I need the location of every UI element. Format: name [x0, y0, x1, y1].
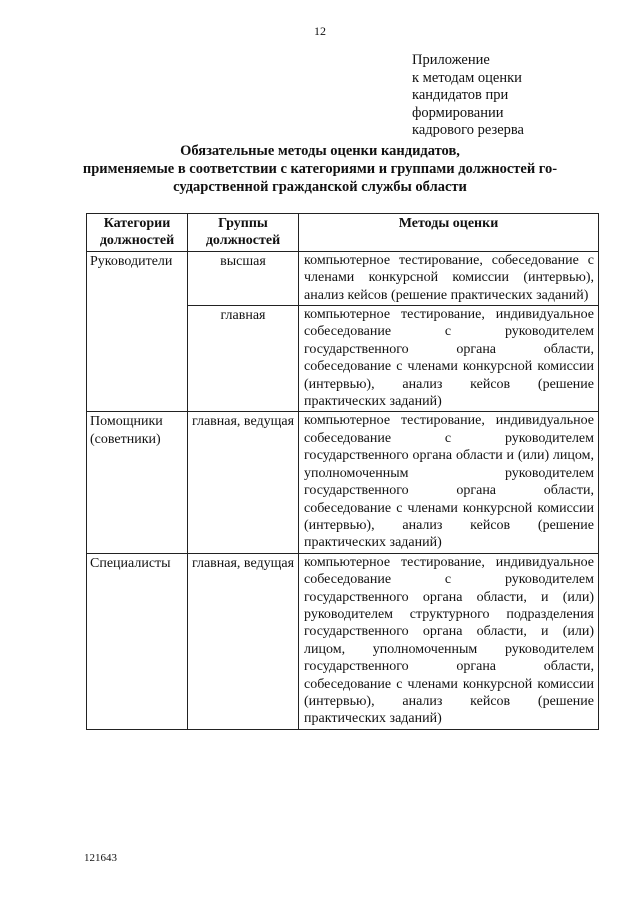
- methods-cell: компьютерное тестирование, индивидуальное собеседование с руководителем государственного органа области, и (или) руководителем структурного подразделения государственного органа области, и (или) лицом, уполномоченным руководителем государственного органа области, собеседование с членами конкурсной комиссии (интервью), анализ кейсов (решение практических заданий): [299, 553, 599, 729]
- page-number: 12: [314, 24, 326, 38]
- group-cell: главная, ведущая: [188, 412, 299, 553]
- document-code: 121643: [84, 852, 117, 864]
- methods-cell: компьютерное тестирование, индивидуальное собеседование с руководителем государственного органа области, собеседование с членами конкурсной комиссии (интервью), анализ кейсов (решение практических заданий): [299, 306, 599, 412]
- table-row: [87, 251, 599, 305]
- group-cell: главная: [188, 306, 299, 412]
- appendix-line: кадрового резерва: [412, 122, 524, 138]
- appendix-line: к методам оценки: [412, 69, 522, 86]
- category-cell: Руководители: [87, 251, 188, 412]
- appendix-note: [412, 52, 612, 140]
- methods-table: [86, 213, 599, 730]
- group-cell: главная, ведущая: [188, 553, 299, 729]
- methods-cell: компьютерное тестирование, индивидуальное собеседование с руководителем государственного органа области и (или) лицом, уполномоченным руководителем государственного органа области, собеседование с членами конкурсной комиссии (интервью), анализ кейсов (решение практических заданий): [299, 412, 599, 553]
- appendix-line: кандидатов при: [412, 87, 509, 103]
- table-header-row: [87, 214, 599, 252]
- methods-cell: компьютерное тестирование, собеседование с членами конкурсной комиссии (интервью), анализ кейсов (решение практических заданий): [299, 251, 599, 305]
- appendix-line: Приложение: [412, 52, 490, 68]
- table-row: [87, 412, 599, 553]
- category-cell: Помощники (советники): [87, 412, 188, 553]
- appendix-line: формировании: [412, 104, 504, 121]
- category-cell: Специалисты: [87, 553, 188, 729]
- title-line: сударственной гражданской службы области: [173, 179, 467, 195]
- header-group: Группы должностей: [188, 214, 299, 252]
- table-row: [87, 553, 599, 729]
- document-title: [0, 142, 640, 196]
- header-category: Категории должностей: [87, 214, 188, 252]
- header-methods: Методы оценки: [299, 214, 599, 252]
- group-cell: высшая: [188, 251, 299, 305]
- title-line: Обязательные методы оценки кандидатов,: [180, 143, 460, 159]
- title-line: применяемые в соответствии с категориями и группами должностей го-: [82, 161, 558, 177]
